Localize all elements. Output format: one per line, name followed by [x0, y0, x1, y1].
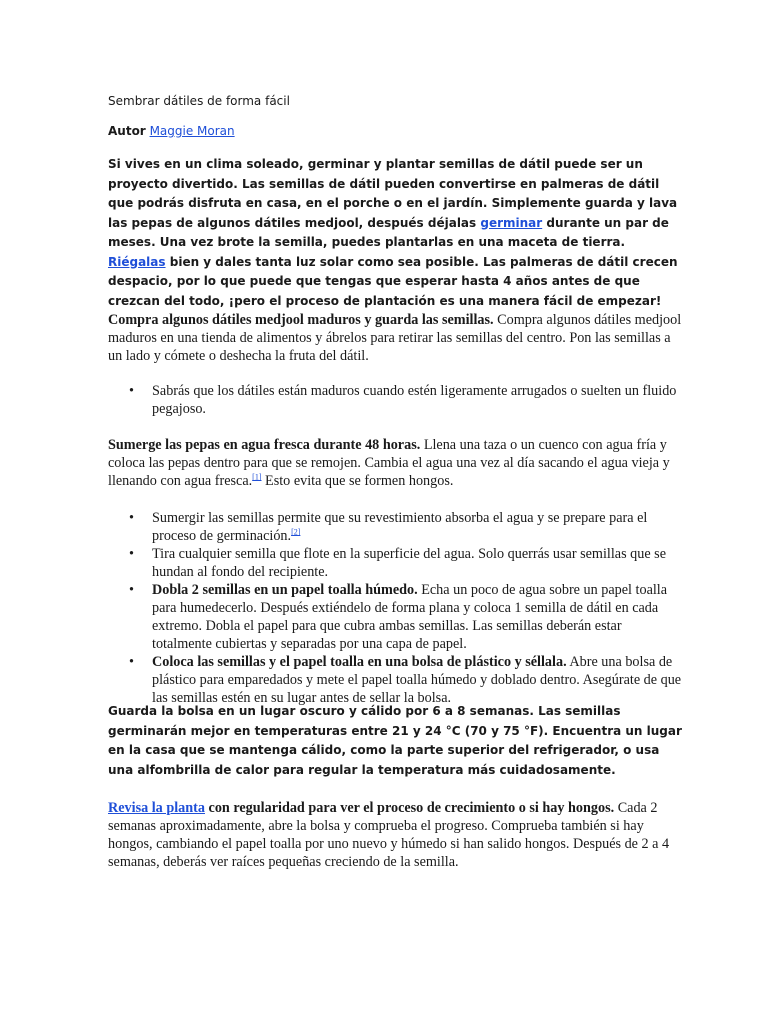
step-check-plant — [108, 799, 683, 871]
author-label: Autor — [108, 124, 146, 138]
list-item-heading: Coloca las semillas y el papel toalla en una bolsa de plástico y séllala. — [152, 654, 567, 670]
list-item-text: Echa un poco de agua sobre un papel toalla para humedecerlo. Después extiéndelo de forma plana y coloca 1 semilla de dátil en cada extremo. Dobla el papel para que cubra ambas semillas. Las semillas deberán estar totalmente cubiertas y separadas por una capa de papel. — [152, 582, 668, 652]
germinar-link[interactable]: germinar — [480, 215, 543, 230]
revisa-la-planta-link[interactable]: Revisa la planta — [108, 800, 205, 816]
list-item — [108, 581, 683, 653]
list-item-text: Sabrás que los dátiles están maduros cuando estén ligeramente arrugados o suelten un fluido pegajoso. — [152, 383, 677, 417]
bullet-icon: • — [129, 654, 134, 670]
bullet-icon: • — [129, 582, 134, 598]
list-item-text: Abre una bolsa de plástico para emparedados y mete el papel toalla húmedo y doblado dentro. Asegúrate de que las semillas estén en su lugar antes de sellar la bolsa. — [152, 654, 682, 706]
step-store-bag — [108, 702, 683, 780]
list-item — [108, 382, 683, 418]
list-item-text: Sumergir las semillas permite que su revestimiento absorba el agua y se prepare para el proceso de germinación. — [152, 510, 648, 544]
step-buy-dates — [108, 311, 683, 365]
step-check-plant-heading: con regularidad para ver el proceso de crecimiento o si hay hongos. — [208, 800, 615, 816]
document-title: Sembrar dátiles de forma fácil — [108, 94, 290, 108]
intro-text-1: Si vives en un clima soleado, germinar y plantar semillas de dátil puede ser un proyecto divertido. Las semillas de dátil pueden convertirse en palmeras de dátil que podrás disfruta en casa, en el porche o en el jardín. Simplemente guarda y lava las pepas de algunos dátiles medjool, después déjalas — [108, 157, 678, 230]
author-name-link[interactable]: Maggie Moran — [149, 124, 235, 138]
step-buy-dates-text: Compra algunos dátiles medjool maduros en una tienda de alimentos y ábrelos para retirar las semillas del centro. Pon las semillas a un lado y cómete o deshecha la fruta del dátil. — [108, 312, 682, 364]
list-item — [108, 545, 683, 581]
list-item — [108, 509, 683, 545]
intro-paragraph — [108, 155, 678, 311]
step-soak-seeds-text-2: Esto evita que se formen hongos. — [265, 473, 454, 489]
step-soak-seeds-heading: Sumerge las pepas en agua fresca durante 48 horas. — [108, 437, 421, 453]
step-buy-dates-bullets — [108, 382, 683, 418]
step-soak-seeds-text-1: Llena una taza o un cuenco con agua fría y coloca las pepas dentro para que se remojen. Cambia el agua una vez al día sacando el agua vieja y llenando con agua fresca. — [108, 437, 670, 489]
bullet-icon: • — [129, 510, 134, 526]
bullet-icon: • — [129, 546, 134, 562]
intro-text-3: bien y dales tanta luz solar como sea posible. Las palmeras de dátil crecen despacio, por lo que puede que tengas que esperar hasta 4 años antes de que crezcan del todo, ¡pero el proceso de plantación es una manera fácil de empezar! — [108, 254, 678, 308]
bullet-icon: • — [129, 383, 134, 399]
step-buy-dates-heading: Compra algunos dátiles medjool maduros y guarda las semillas. — [108, 312, 494, 328]
author-line — [108, 122, 668, 142]
list-item — [108, 653, 683, 707]
intro-text-2: durante un par de meses. Una vez brote la semilla, puedes plantarlas en una maceta de tierra. — [108, 215, 669, 249]
step-soak-seeds-bullets — [108, 509, 683, 707]
list-item-text: Tira cualquier semilla que flote en la superficie del agua. Solo querrás usar semillas que se hundan al fondo del recipiente. — [152, 546, 667, 580]
reference-link-1[interactable]: [1] — [252, 472, 262, 482]
riegalas-link[interactable]: Riégalas — [108, 254, 166, 269]
step-check-plant-text: Cada 2 semanas aproximadamente, abre la bolsa y comprueba el progreso. Comprueba también si hay hongos, cambiando el papel toalla por uno nuevo y húmedo si han salido hongos. Después de 2 a 4 semanas, deberás ver raíces pequeñas creciendo de la semilla. — [108, 800, 670, 870]
list-item-heading: Dobla 2 semillas en un papel toalla húmedo. — [152, 582, 418, 598]
reference-link-2[interactable]: [2] — [291, 527, 301, 537]
step-store-bag-text: Guarda la bolsa en un lugar oscuro y cálido por 6 a 8 semanas. Las semillas germinarán mejor en temperaturas entre 21 y 24 °C (70 y 75 °F). Encuentra un lugar en la casa que se mantenga cálido, como la parte superior del refrigerador, o usa una alfombrilla de calor para regular la temperatura más cuidadosamente. — [108, 704, 682, 777]
step-soak-seeds — [108, 436, 683, 490]
